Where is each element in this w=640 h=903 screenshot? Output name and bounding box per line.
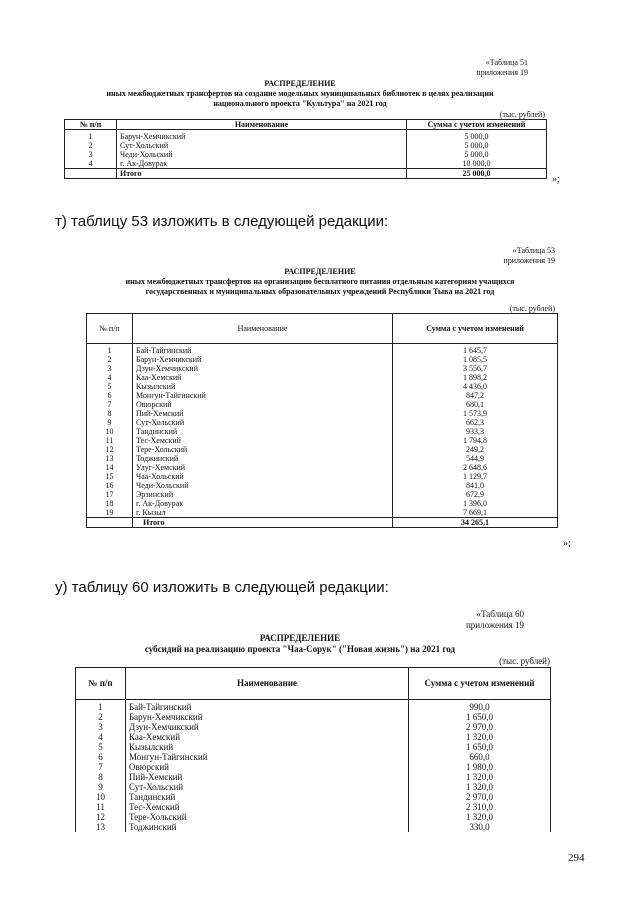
table-row [76,752,551,762]
row-number: 8 [87,409,133,418]
table51-subtitle-1: иных межбюджетных трансфертов на создание модельных муниципальных библиотек в целях реализации [106,89,494,98]
row-sum: 1 320,0 [409,812,551,822]
row-sum: 3 556,7 [393,364,558,373]
row-number: 13 [76,822,126,832]
table60-caption-line2: приложения 19 [465,620,524,630]
row-name: г. Ак-Довурак [117,159,407,169]
col-header-number: № п/п [65,120,117,130]
table-row [65,159,547,169]
table51-total-row [65,169,547,179]
row-name: Пий-Хемский [126,772,409,782]
table-row [76,802,551,812]
table-row [87,373,558,382]
col-header-sum: Сумма с учетом изменений [393,314,558,344]
row-number: 5 [87,382,133,391]
row-name: Тандинский [133,427,393,436]
row-sum: 1 085,5 [393,355,558,364]
table60-header-row [76,668,551,700]
row-sum: 1 129,7 [393,472,558,481]
row-sum: 990,0 [409,700,551,713]
table53-header-row [87,314,558,344]
table51-title: РАСПРЕДЕЛЕНИЕ [264,79,336,88]
table53-unit: (тыс. рублей) [509,304,555,313]
table53-caption-line2: приложения 19 [503,256,555,265]
table60-subtitle: субсидий на реализацию проекта "Чаа-Сорук" ("Новая жизнь") на 2021 год [144,644,456,654]
row-sum: 5 000,0 [407,150,547,159]
row-name: Сут-Хольский [133,418,393,427]
row-sum: 662,3 [393,418,558,427]
row-number: 9 [87,418,133,427]
row-name: Сут-Хольский [126,782,409,792]
total-sum: 25 000,0 [407,169,547,179]
table-row [76,762,551,772]
total-label: Итого [133,518,393,528]
table-row [65,150,547,159]
table60 [75,667,551,832]
row-sum: 1 794,8 [393,436,558,445]
table-row [65,141,547,150]
table-row [76,742,551,752]
table51-caption-line2: приложения 19 [476,68,528,77]
table-row [87,436,558,445]
row-number: 11 [76,802,126,812]
row-name: Овюрский [126,762,409,772]
row-name: Дзун-Хемчикский [133,364,393,373]
row-sum: 660,0 [409,752,551,762]
table-row [87,427,558,436]
table-row [87,508,558,518]
row-number: 13 [87,454,133,463]
table-row [76,782,551,792]
table-row [87,364,558,373]
row-name: Тес-Хемский [126,802,409,812]
row-number: 17 [87,490,133,499]
row-name: Барун-Хемчикский [133,355,393,364]
table-row [87,445,558,454]
col-header-name: Наименование [126,668,409,700]
row-number: 18 [87,499,133,508]
table51-closing: »; [552,174,560,185]
row-number: 1 [76,700,126,713]
row-number: 4 [76,732,126,742]
row-sum: 680,1 [393,400,558,409]
table60-caption [380,609,524,631]
table-row [76,822,551,832]
row-sum: 10 000,0 [407,159,547,169]
row-name: Чеди-Хольский [133,481,393,490]
table-row [87,490,558,499]
row-sum: 2 648,6 [393,463,558,472]
row-name: г. Ак-Довурак [133,499,393,508]
col-header-name: Наименование [117,120,407,130]
table-row [87,481,558,490]
row-sum: 1 650,0 [409,742,551,752]
page-number: 294 [568,852,585,864]
instruction-u: у) таблицу 60 изложить в следующей редакции: [55,579,389,596]
table-row [87,499,558,508]
table60-body [76,700,551,833]
row-sum: 5 000,0 [407,130,547,142]
table-row [76,732,551,742]
row-sum: 2 970,0 [409,792,551,802]
row-sum: 1 898,2 [393,373,558,382]
row-sum: 4 436,0 [393,382,558,391]
row-name: Бай-Тайгинский [133,344,393,356]
table-row [87,382,558,391]
table53-title: РАСПРЕДЕЛЕНИЕ [284,267,356,276]
row-number: 3 [76,722,126,732]
table-row [87,344,558,356]
table-row [76,792,551,802]
table-row [87,418,558,427]
table53 [86,313,558,528]
row-name: Сут-Хольский [117,141,407,150]
row-number: 14 [87,463,133,472]
table53-body [87,344,558,518]
row-sum: 847,2 [393,391,558,400]
row-number: 19 [87,508,133,518]
table51-unit: (тыс. рублей) [499,110,545,119]
row-number: 15 [87,472,133,481]
total-number-cell [87,518,133,528]
row-number: 1 [65,130,117,142]
table-row [87,463,558,472]
row-name: Кызылский [126,742,409,752]
table51-body [65,130,547,169]
row-sum: 1 396,0 [393,499,558,508]
row-sum: 1 320,0 [409,732,551,742]
row-sum: 1 320,0 [409,772,551,782]
table53-subtitle-1: иных межбюджетных трансфертов на организацию бесплатного питания отдельным категориям учащихся [125,277,515,286]
row-number: 11 [87,436,133,445]
table53-closing: »; [563,538,571,549]
row-number: 6 [76,752,126,762]
row-number: 9 [76,782,126,792]
total-number-cell [65,169,117,179]
row-sum: 1 573,9 [393,409,558,418]
table53-subtitle-2: государственных и муниципальных образовательных учреждений Республики Тыва на 2021 год [145,287,495,296]
row-number: 3 [87,364,133,373]
row-sum: 2 970,0 [409,722,551,732]
row-name: Чеди-Хольский [117,150,407,159]
col-header-number: № п/п [76,668,126,700]
table-row [76,722,551,732]
row-sum: 544,9 [393,454,558,463]
table53-total-row [87,518,558,528]
table-row [87,454,558,463]
col-header-name: Наименование [133,314,393,344]
row-name: Эрзинский [133,490,393,499]
row-number: 1 [87,344,133,356]
row-number: 7 [76,762,126,772]
total-label: Итого [117,169,407,179]
row-sum: 1 650,0 [409,712,551,722]
table60-unit: (тыс. рублей) [499,656,550,666]
row-number: 12 [87,445,133,454]
col-header-sum: Сумма с учетом изменений [409,668,551,700]
row-number: 12 [76,812,126,822]
row-number: 16 [87,481,133,490]
table-row [65,130,547,142]
row-number: 10 [76,792,126,802]
table53-caption-line1: «Таблица 53 [512,246,555,255]
row-number: 6 [87,391,133,400]
table51-subtitle-2: национального проекта "Культура" на 2021 год [213,99,387,108]
table-row [87,391,558,400]
row-name: Чаа-Хольский [133,472,393,481]
row-name: Тоджинский [126,822,409,832]
col-header-sum: Сумма с учетом изменений [407,120,547,130]
row-name: Дзун-Хемчикский [126,722,409,732]
row-name: Тандинский [126,792,409,802]
row-number: 4 [87,373,133,382]
row-name: Барун-Хемчикский [117,130,407,142]
row-number: 7 [87,400,133,409]
row-number: 2 [65,141,117,150]
instruction-t: т) таблицу 53 изложить в следующей редакции: [55,213,389,230]
row-number: 2 [76,712,126,722]
row-sum: 249,2 [393,445,558,454]
row-number: 4 [65,159,117,169]
table-row [76,812,551,822]
row-name: Тес-Хемский [133,436,393,445]
table51 [64,119,547,179]
row-name: Улуг-Хемский [133,463,393,472]
row-name: Каа-Хемский [133,373,393,382]
row-name: Тере-Хольский [126,812,409,822]
row-sum: 933,3 [393,427,558,436]
table60-title: РАСПРЕДЕЛЕНИЕ [259,633,341,643]
row-sum: 2 310,0 [409,802,551,812]
row-number: 5 [76,742,126,752]
table-row [87,400,558,409]
row-name: г. Кызыл [133,508,393,518]
row-name: Тоджинский [133,454,393,463]
table-row [76,700,551,713]
row-name: Бай-Тайгинский [126,700,409,713]
row-sum: 330,0 [409,822,551,832]
row-name: Тере-Хольский [133,445,393,454]
row-sum: 1 645,7 [393,344,558,356]
row-name: Пий-Хемский [133,409,393,418]
row-name: Каа-Хемский [126,732,409,742]
table60-caption-line1: «Таблица 60 [476,609,524,619]
table-row [87,409,558,418]
table51-caption-line1: «Таблица 51 [485,58,528,67]
row-number: 3 [65,150,117,159]
row-sum: 672,9 [393,490,558,499]
table51-caption [380,58,528,78]
row-sum: 1 320,0 [409,782,551,792]
col-header-number: № п/п [87,314,133,344]
table-row [87,472,558,481]
row-name: Монгун-Тайгинский [126,752,409,762]
row-number: 10 [87,427,133,436]
row-number: 8 [76,772,126,782]
row-name: Монгун-Тайгинский [133,391,393,400]
row-number: 2 [87,355,133,364]
row-name: Барун-Хемчикский [126,712,409,722]
table-row [76,712,551,722]
table-row [87,355,558,364]
row-sum: 1 980,0 [409,762,551,772]
row-name: Овюрский [133,400,393,409]
row-sum: 841,0 [393,481,558,490]
row-name: Кызылский [133,382,393,391]
table-row [76,772,551,782]
row-sum: 7 669,1 [393,508,558,518]
total-sum: 34 265,1 [393,518,558,528]
table53-caption [400,246,555,266]
row-sum: 5 000,0 [407,141,547,150]
table51-header-row [65,120,547,130]
